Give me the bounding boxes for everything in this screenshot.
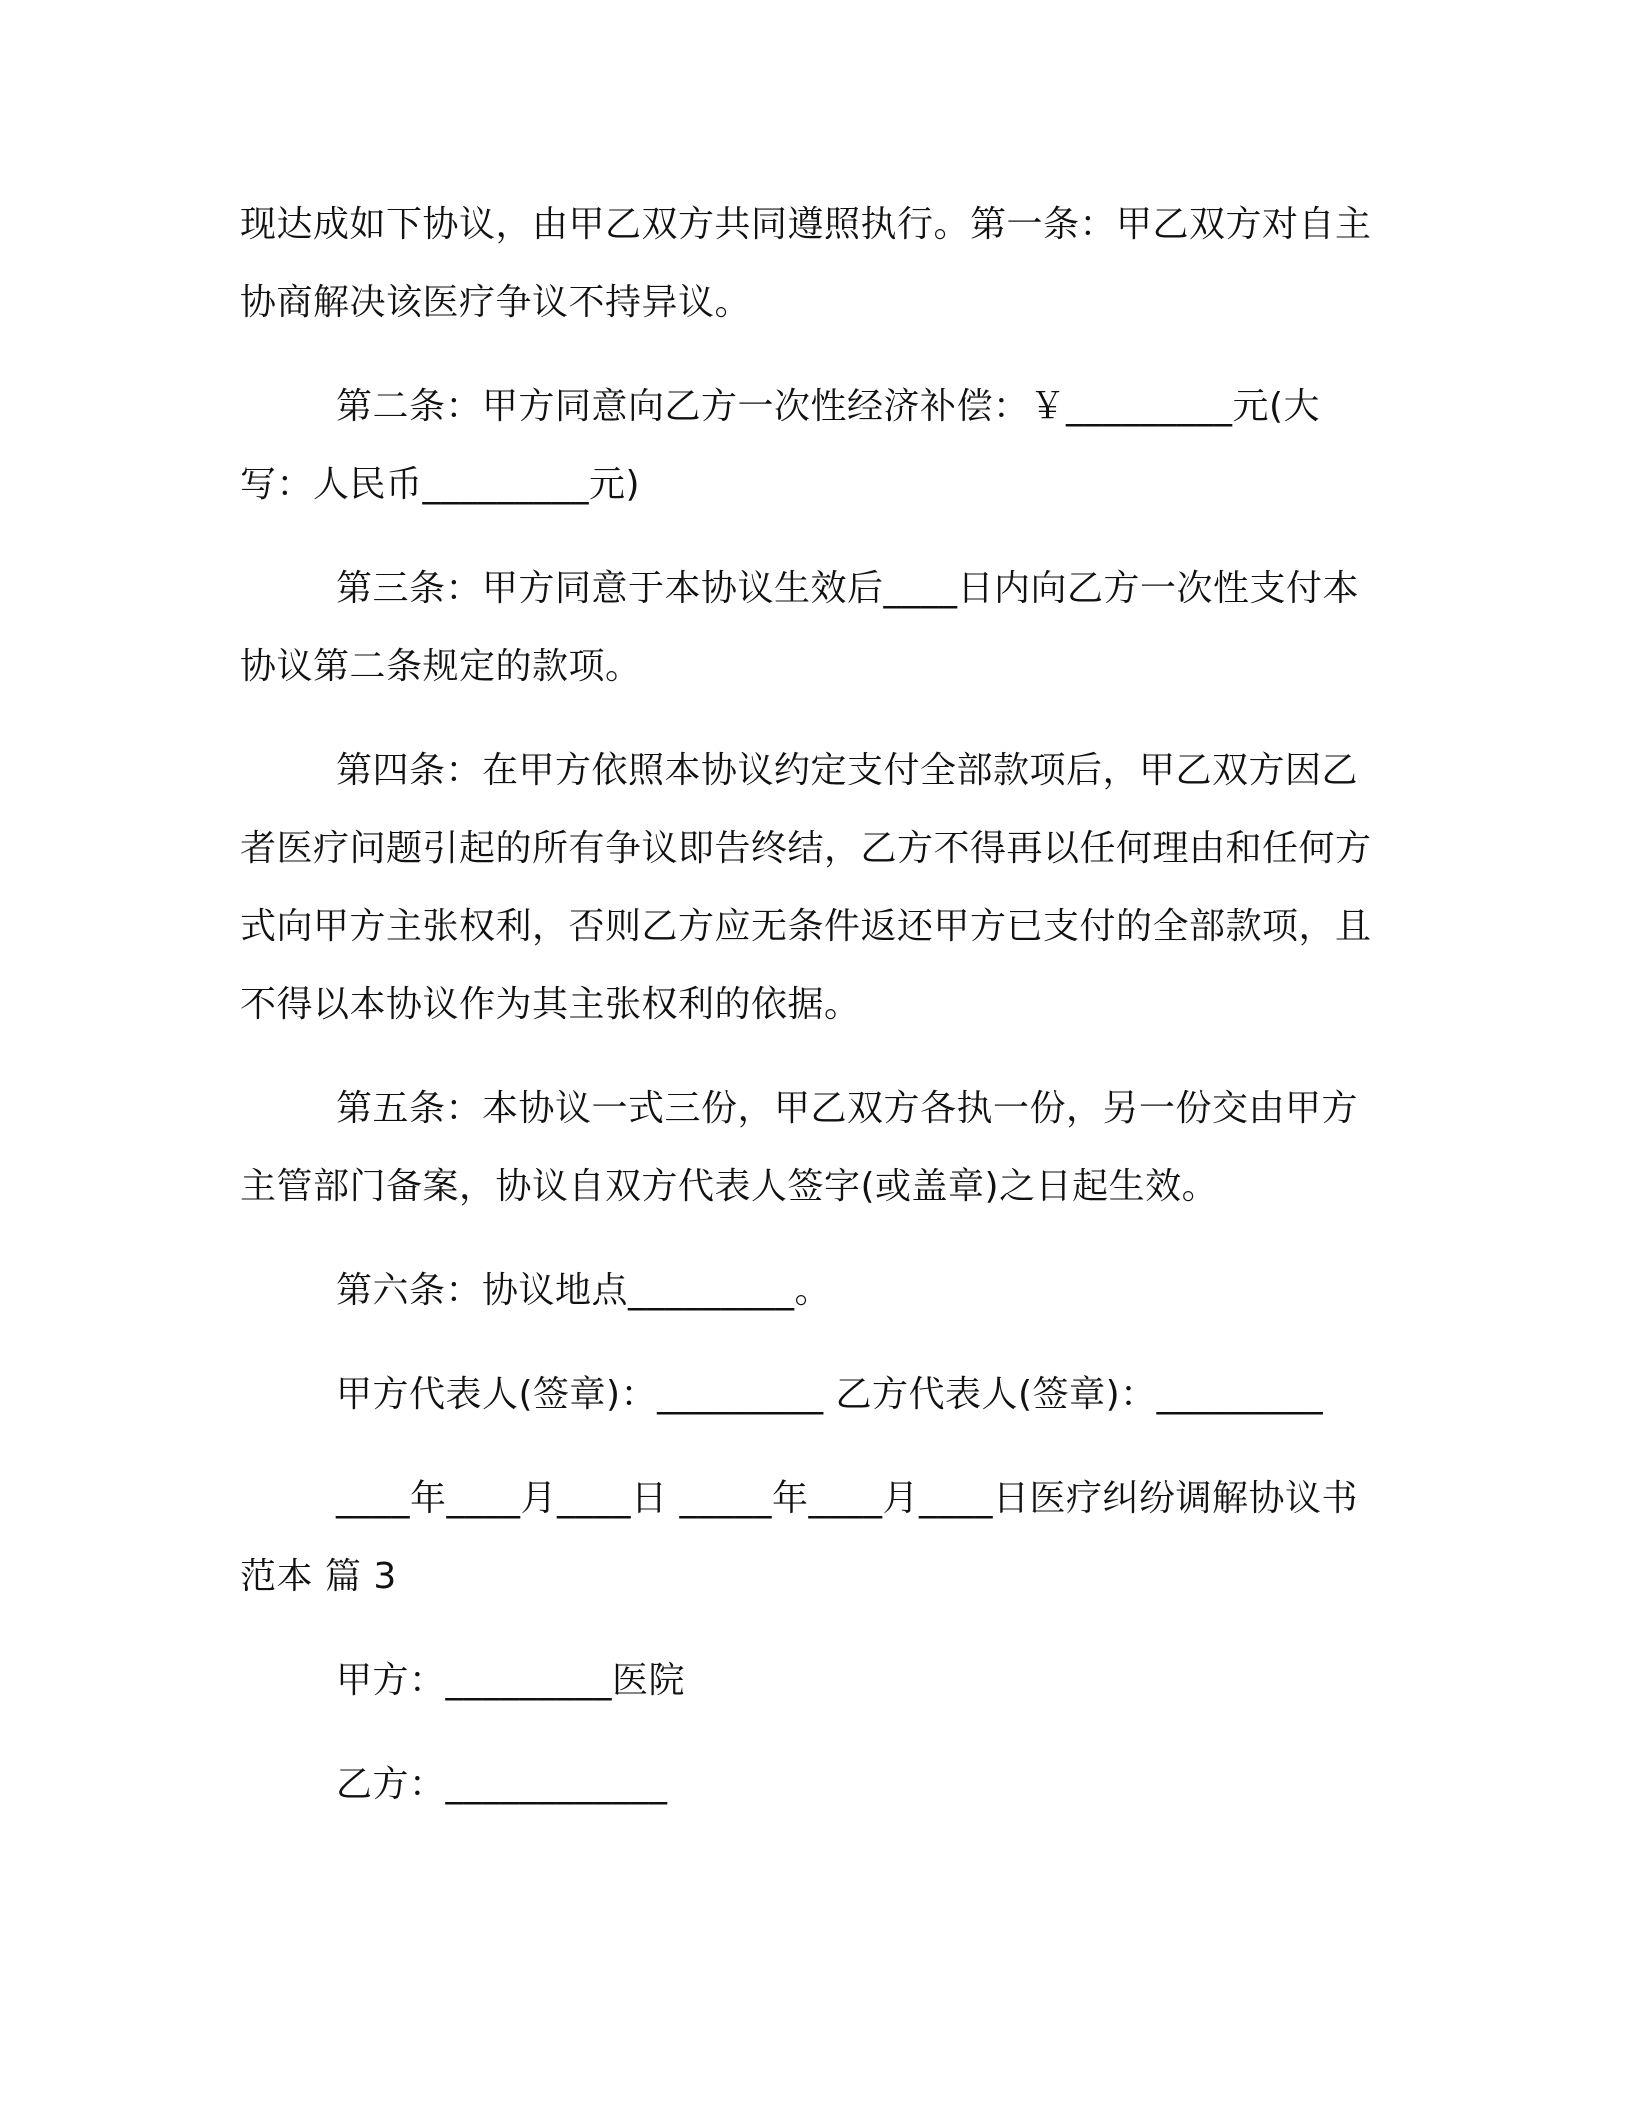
document-body xyxy=(240,186,1390,1850)
article-six-paragraph: 第六条：协议地点_________。 xyxy=(336,1270,832,1311)
date-and-title-line: ____年____月____日 _____年____月____日医疗纠纷调解协议书范本 篇 3 xyxy=(240,1478,1358,1597)
agreement-intro-paragraph: 现达成如下协议，由甲乙双方共同遵照执行。第一条：甲乙双方对自主协商解决该医疗争议不持异议。 xyxy=(240,204,1372,323)
party-a-line: 甲方：_________医院 xyxy=(336,1660,686,1701)
signature-line: 甲方代表人(签章)：_________ 乙方代表人(签章)：_________ xyxy=(336,1374,1324,1415)
party-b-line: 乙方：____________ xyxy=(336,1764,668,1805)
article-two-paragraph: 第二条：甲方同意向乙方一次性经济补偿：￥_________元(大写：人民币_________元) xyxy=(240,386,1321,505)
article-three-paragraph: 第三条：甲方同意于本协议生效后____日内向乙方一次性支付本协议第二条规定的款项。 xyxy=(240,568,1360,687)
article-five-paragraph: 第五条：本协议一式三份，甲乙双方各执一份，另一份交由甲方主管部门备案，协议自双方代表人签字(或盖章)之日起生效。 xyxy=(240,1088,1359,1207)
article-four-paragraph: 第四条：在甲方依照本协议约定支付全部款项后，甲乙双方因乙者医疗问题引起的所有争议即告终结，乙方不得再以任何理由和任何方式向甲方主张权利，否则乙方应无条件返还甲方已支付的全部款项，且不得以本协议作为其主张权利的依据。 xyxy=(240,750,1372,1025)
